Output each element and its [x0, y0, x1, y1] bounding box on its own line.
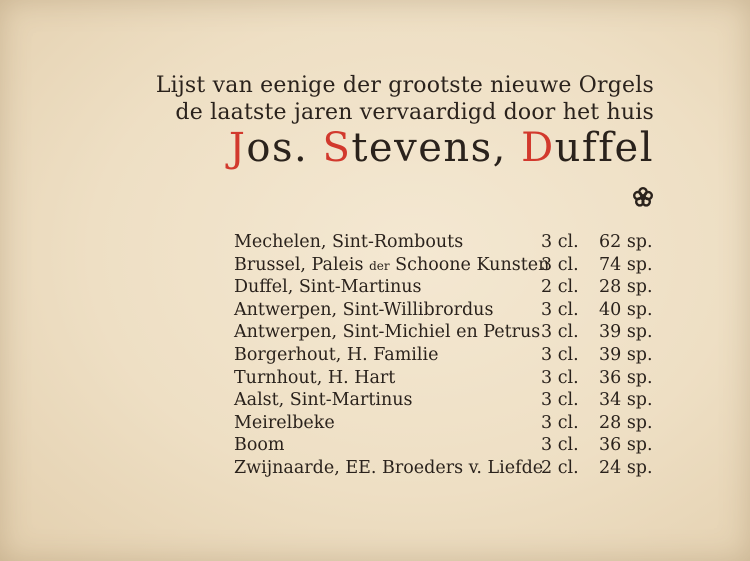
firm-name: [229, 122, 654, 174]
organ-place-part-a: Brussel, Paleis: [234, 254, 370, 275]
organ-list: [234, 231, 664, 480]
flower-ornament-icon: [632, 186, 654, 208]
organ-place: Boom: [234, 435, 285, 456]
organ-row-turnhout: [234, 367, 664, 390]
organ-stops: 40 sp.: [599, 299, 653, 320]
organ-stops: 28 sp.: [599, 412, 653, 433]
organ-stops: 74 sp.: [599, 254, 653, 275]
organ-row-meirelbeke: [234, 412, 664, 435]
organ-stops: 39 sp.: [599, 344, 653, 365]
organ-claviers: 3 cl.: [541, 322, 579, 343]
organ-claviers: 3 cl.: [541, 390, 579, 411]
organ-row-antwerpen-michiel: [234, 321, 664, 344]
organ-place: Borgerhout, H. Familie: [234, 344, 439, 365]
organ-place: Antwerpen, Sint-Willibrordus: [234, 299, 494, 320]
organ-stops: 62 sp.: [599, 232, 653, 252]
organ-row-antwerpen-willibrordus: [234, 299, 664, 322]
organ-row-aalst: [234, 389, 664, 412]
organ-row-borgerhout: [234, 344, 664, 367]
heading-line-2: de laatste jaren vervaardigd door het huis: [175, 100, 654, 125]
organ-place-part-b: Schoone Kunsten: [389, 254, 550, 275]
heading-line-1: Lijst van eenige der grootste nieuwe Orgels: [155, 73, 654, 98]
organ-row-brussel: [234, 254, 664, 277]
card-heading: [156, 72, 654, 126]
firm-initial-d: D: [521, 125, 555, 171]
organ-place: Turnhout, H. Hart: [234, 367, 396, 388]
organ-place-small-word: der: [369, 258, 390, 273]
organ-claviers: 3 cl.: [541, 344, 579, 365]
organ-row-duffel: [234, 276, 664, 299]
organ-claviers: 3 cl.: [541, 299, 579, 320]
organ-stops: 28 sp.: [599, 277, 653, 298]
organ-row-zwijnaarde: [234, 457, 664, 480]
organ-claviers: 3 cl.: [541, 412, 579, 433]
organ-claviers: 2 cl.: [541, 277, 579, 298]
organ-stops: 39 sp.: [599, 322, 653, 343]
organ-claviers: 3 cl.: [541, 232, 579, 252]
organ-row-mechelen: [234, 231, 664, 254]
organ-claviers: 3 cl.: [541, 254, 579, 275]
firm-initial-j: J: [228, 125, 247, 171]
firm-text-tevens: tevens,: [351, 125, 522, 171]
organ-stops: 34 sp.: [599, 390, 653, 411]
organ-stops: 36 sp.: [599, 435, 653, 456]
firm-text-os: os.: [246, 125, 323, 171]
firm-text-uffel: uffel: [554, 125, 654, 171]
organ-place: [234, 254, 549, 278]
organ-claviers: 3 cl.: [541, 367, 579, 388]
organ-place: Zwijnaarde, EE. Broeders v. Liefde: [234, 457, 544, 478]
firm-initial-s: S: [322, 125, 352, 171]
organ-place: Mechelen, Sint-Rombouts: [234, 232, 464, 252]
organ-stops: 24 sp.: [599, 457, 653, 478]
organ-row-boom: [234, 434, 664, 457]
organ-place: Aalst, Sint-Martinus: [234, 390, 413, 411]
organ-claviers: 2 cl.: [541, 457, 579, 478]
organ-claviers: 3 cl.: [541, 435, 579, 456]
organ-place: Antwerpen, Sint-Michiel en Petrus: [234, 322, 541, 343]
organ-place: Duffel, Sint-Martinus: [234, 277, 422, 298]
organ-place: Meirelbeke: [234, 412, 335, 433]
organ-stops: 36 sp.: [599, 367, 653, 388]
